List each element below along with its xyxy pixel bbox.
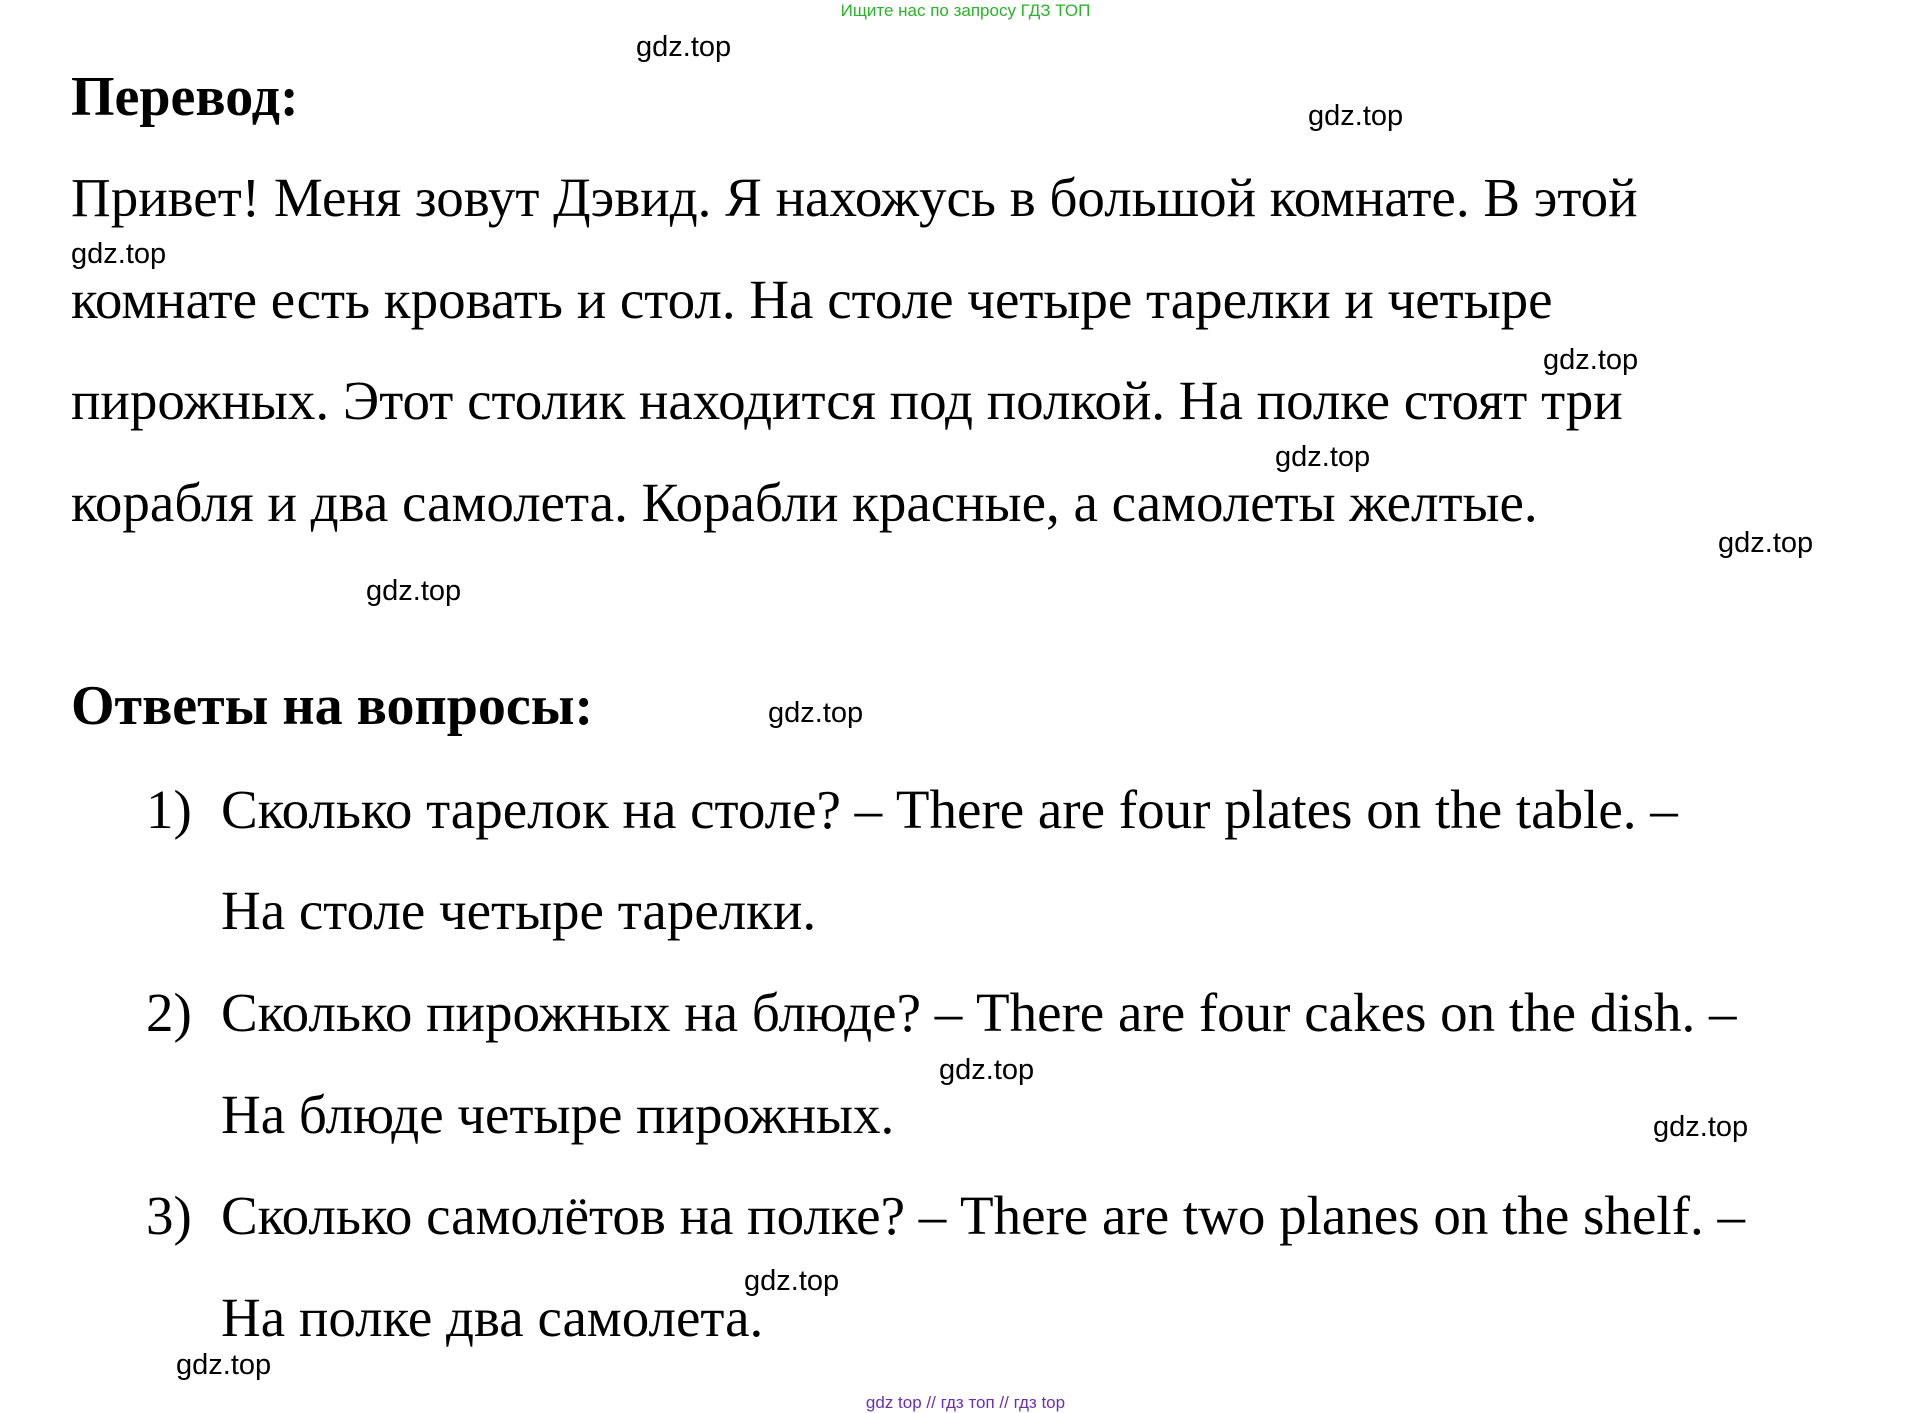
answer-translation-line: На блюде четыре пирожных. (221, 1084, 895, 1145)
answer-question-line: Сколько тарелок на столе? – There are four plates on the table. – (221, 779, 1678, 840)
watermark: gdz.top (636, 31, 732, 63)
watermark: gdz.top (1308, 100, 1404, 132)
translation-line: корабля и два самолета. Корабли красные, а самолеты желтые. (71, 472, 1538, 533)
translation-line: Привет! Меня зовут Дэвид. Я нахожусь в большой комнате. В этой (71, 167, 1638, 228)
watermark: gdz.top (1718, 527, 1814, 559)
answer-number: 2) (146, 982, 192, 1043)
answer-translation-line: На столе четыре тарелки. (221, 880, 817, 941)
answer-number: 3) (146, 1185, 192, 1246)
watermark: gdz.top (768, 697, 864, 729)
answer-translation-line: На полке два самолета. (221, 1287, 764, 1348)
top-banner: Ищите нас по запросу ГДЗ ТОП (840, 1, 1091, 20)
answer-question-line: Сколько самолётов на полке? – There are two planes on the shelf. – (221, 1185, 1745, 1246)
watermark: gdz.top (1653, 1111, 1749, 1143)
answer-number: 1) (146, 779, 192, 840)
answers-heading: Ответы на вопросы: (71, 675, 594, 737)
watermark: gdz.top (1543, 344, 1639, 376)
translation-line: комнате есть кровать и стол. На столе четыре тарелки и четыре (71, 269, 1553, 330)
watermark: gdz.top (1275, 441, 1371, 473)
translation-heading: Перевод: (71, 66, 299, 128)
watermark: gdz.top (939, 1054, 1035, 1086)
footer: gdz top // гдз топ // гдз top (865, 1393, 1066, 1412)
watermark: gdz.top (744, 1265, 840, 1297)
watermark: gdz.top (366, 575, 462, 607)
answer-question-line: Сколько пирожных на блюде? – There are four cakes on the dish. – (221, 982, 1737, 1043)
watermark: gdz.top (176, 1349, 272, 1381)
watermark: gdz.top (71, 238, 167, 270)
translation-line: пирожных. Этот столик находится под полкой. На полке стоят три (71, 370, 1623, 431)
